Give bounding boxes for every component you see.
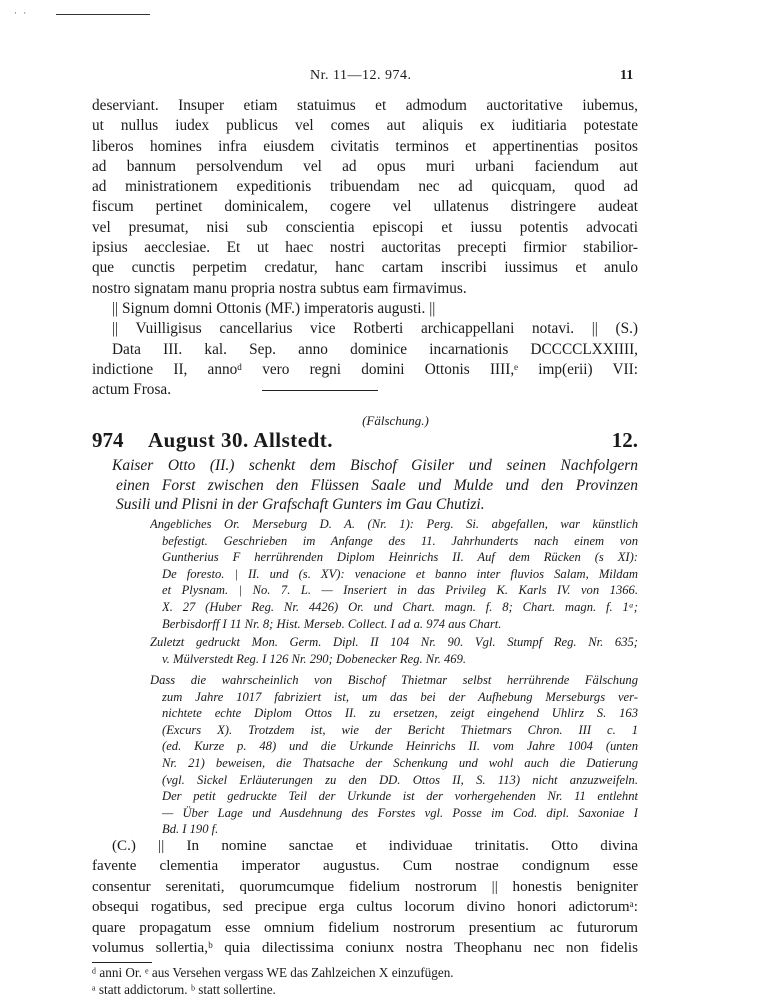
running-header <box>0 68 761 90</box>
regest-line: Susili und Plisni in der Grafschaft Gunters im Gau Chutizi. <box>116 496 485 513</box>
note-line: befestigt. Geschrieben im Anfange des 11. Jahrhunderts nach einem von <box>162 533 638 548</box>
footnote-line: ᵃ statt addictorum. ᵇ statt sollertine. <box>92 982 276 997</box>
footnotes <box>92 964 638 998</box>
text-line: que cunctis perpetim credatur, hanc cartam inscribi iussimus et anulo <box>92 259 638 277</box>
note-line: Bd. I 190 f. <box>162 822 219 837</box>
note-line: De foresto. | II. und (s. XV): venacione et banno inter fluvios Salam, Mildam <box>162 566 638 581</box>
dating-line: actum Frosa. <box>92 381 172 399</box>
page-number: 11 <box>620 68 634 83</box>
text-line: vel presumat, nisi sub conscientia episcopi et iussu potentis advocati <box>92 218 638 236</box>
doc12-body <box>92 836 638 958</box>
note-line: Der petit gedruckte Teil der Urkunde ist der vorhergehenden Nr. 11 entlehnt <box>162 789 638 804</box>
document-number: 12. <box>611 428 638 452</box>
document-date-place: August 30. Allstedt. <box>148 428 334 452</box>
text-line: deserviant. Insuper etiam statuimus et admodum auctoritative iubemus, <box>92 97 638 114</box>
commentary-note <box>150 672 638 838</box>
note-line: Zuletzt gedruckt Mon. Germ. Dipl. II 104 Nr. 90. Vgl. Stumpf Reg. Nr. 635; <box>150 635 638 649</box>
note-line: zum Jahre 1017 fabriziert ist, um das bei der Aufhebung Merseburgs ver- <box>162 689 638 704</box>
text-line: obsequi rogatibus, sed precipue erga cultus locorum divino honori adictorumᵃ: <box>92 899 638 916</box>
note-line: et Plysnam. | No. 7. L. — Inseriert in das Privileg K. Karls IV. von 1366. <box>162 583 638 598</box>
text-line: fiscum pertinet dominicalem, cogere vel ullatenus distringere audeat <box>92 198 638 216</box>
text-line: consentur serenitati, quorumcumque fidelium nostrorum || honestis benigniter <box>92 878 638 895</box>
note-line: — Über Lage und Ausdehnung des Forstes vgl. Posse im Cod. dipl. Saxoniae I <box>162 805 638 820</box>
footnote-line: ᵈ anni Or. ᵉ aus Versehen vergass WE das Zahlzeichen X einzufügen. <box>92 965 454 980</box>
corner-mark: · · <box>14 8 29 18</box>
text-line: ad bannum persolvendum vel ad opus muri urbani faciendum aut <box>92 157 638 175</box>
document-year: 974 <box>92 428 124 452</box>
regest-line: Kaiser Otto (II.) schenkt dem Bischof Gisiler und seinen Nachfolgern <box>112 457 638 474</box>
text-line: (C.) || In nomine sanctae et individuae trinitatis. Otto divina <box>112 838 638 854</box>
note-line: (vgl. Sickel Erläuterungen zu den DD. Ottos II, S. 113) nicht anzuzweifeln. <box>162 772 638 787</box>
text-line: liberos homines infra eiusdem civitatis terminos et appertinentias positos <box>92 137 638 155</box>
text-line: favente clementia imperator augustus. Cum nostrae condignum esse <box>92 858 638 875</box>
note-line: Guntherius F herrührenden Diplom Heinrichs II. Auf dem Rücken (s XI): <box>162 550 638 565</box>
text-line: ipsius aecclesiae. Et ut haec nostri auctoritas precepti firmior stabilior- <box>92 239 638 257</box>
tradition-note <box>150 516 638 632</box>
note-line: Angebliches Or. Merseburg D. A. (Nr. 1): Perg. Si. abgefallen, war künstlich <box>150 517 638 531</box>
document-heading <box>92 428 638 456</box>
editions-note <box>150 634 638 667</box>
regest-line: einen Forst zwischen den Flüssen Saale und Mulde und den Provinzen <box>116 476 638 494</box>
text-line: quare propagatum esse omnium fidelium nostrorum presentium ac futurorum <box>92 919 638 936</box>
note-line: nichtete echte Diplom Ottos II. zu ersetzen, zeigt eingehend Uhlirz S. 163 <box>162 706 638 721</box>
note-line: v. Mülverstedt Reg. I 126 Nr. 290; Dobenecker Reg. Nr. 469. <box>162 651 467 666</box>
signum-line: || Signum domni Ottonis (MF.) imperatoris augusti. || <box>112 299 436 317</box>
note-line: X. 27 (Huber Reg. Nr. 4426) Or. und Chart. magn. f. 8; Chart. magn. f. 1ᵃ; <box>162 599 638 614</box>
note-line: (ed. Kurze p. 48) und die Urkunde Heinrichs II. vom Jahre 1004 (unten <box>162 739 638 754</box>
top-rule <box>56 14 150 15</box>
note-line: Berbisdorff I 11 Nr. 8; Hist. Merseb. Collect. I ad a. 974 aus Chart. <box>162 616 502 631</box>
text-line: ut nullus iudex publicus vel comes aut aliquis ex iuditiaria potestate <box>92 117 638 135</box>
note-line: Dass die wahrscheinlich von Bischof Thietmar selbst herrührende Fälschung <box>150 673 638 687</box>
dating-line: indictione II, annoᵈ vero regni domini Ottonis IIII,ᵉ imp(erii) VII: <box>92 360 638 378</box>
regest <box>112 456 638 515</box>
section-divider <box>262 390 378 391</box>
text-line: ad ministrationem expeditionis tribuendam nec ad quicquam, quod ad <box>92 178 638 196</box>
footnote-rule <box>92 962 152 963</box>
forgery-label: (Fälschung.) <box>362 413 429 428</box>
text-line: nostro signatam manu propria nostra subtus eam firmavimus. <box>92 279 467 297</box>
note-line: Nr. 21) beweisen, die Thatsache der Schenkung und wohl auch die Datierung <box>162 755 638 770</box>
note-line: (Excurs X). Trotzdem ist, wie der Bericht Thietmars Chron. III c. 1 <box>162 722 638 737</box>
text-line: volumus sollertia,ᵇ quia dilectissima coniunx nostra Theophanu nec non fidelis <box>92 939 638 956</box>
running-header-title: Nr. 11—12. 974. <box>310 68 412 83</box>
dating-line: Data III. kal. Sep. anno dominice incarnationis DCCCCLXXIIII, <box>112 340 638 358</box>
doc11-body <box>92 96 638 400</box>
recognition-line: || Vuilligisus cancellarius vice Rotberti archicappellani notavi. || (S.) <box>112 320 638 338</box>
